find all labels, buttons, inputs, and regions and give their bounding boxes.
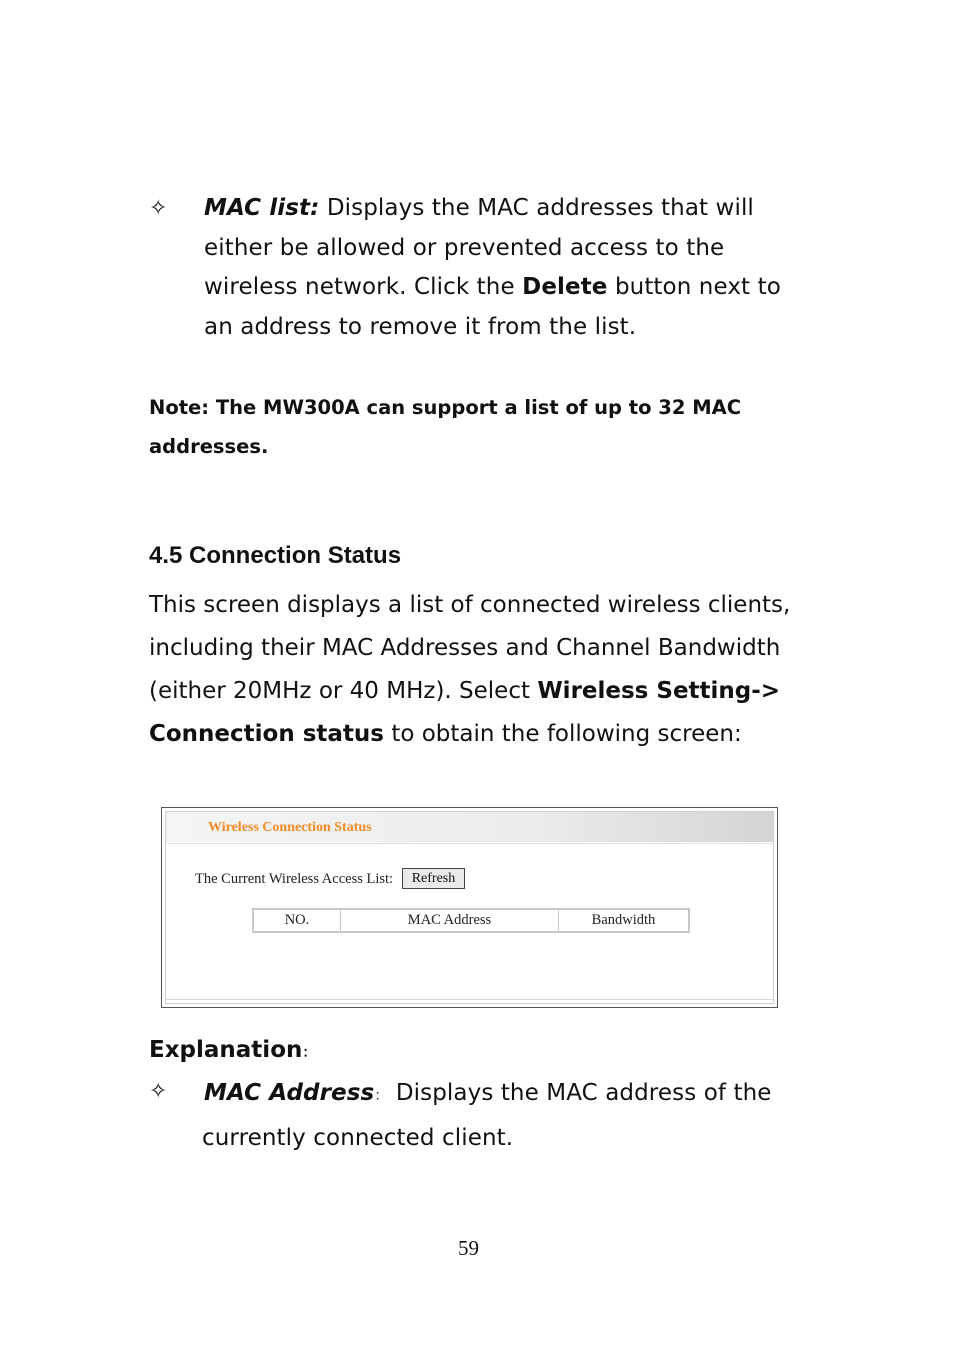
clients-table — [252, 908, 690, 933]
mac-list-line4: an address to remove it from the list. — [204, 313, 637, 340]
column-header-mac-address: MAC Address — [341, 910, 559, 931]
column-header-no: NO. — [254, 910, 341, 931]
mac-list-term: MAC list: — [204, 195, 320, 221]
delete-term: Delete — [522, 274, 608, 300]
section-line3-pre: (either 20MHz or 40 MHz). Select — [149, 678, 530, 704]
section-line1: This screen displays a list of connected wireless clients, — [149, 592, 791, 618]
mac-list-line2: either be allowed or prevented access to the — [204, 234, 725, 261]
connection-status-term: Connection status — [149, 721, 384, 747]
section-heading: 4.5 Connection Status — [149, 542, 402, 569]
note-block — [149, 388, 849, 466]
screenshot-header-bar — [166, 812, 773, 842]
explanation-heading — [149, 1037, 316, 1063]
mac-list-line3-pre: wireless network. Click the — [204, 274, 515, 300]
footer-divider — [166, 999, 773, 1000]
mac-list-line3-post: button next to — [614, 274, 781, 300]
page-number: 59 — [458, 1236, 479, 1260]
mac-list-line1: Displays the MAC addresses that will — [326, 195, 754, 221]
mac-address-line1: Displays the MAC address of the — [395, 1080, 772, 1106]
column-header-bandwidth: Bandwidth — [591, 912, 656, 928]
note-line1: Note: The MW300A can support a list of up to 32 MAC — [149, 396, 742, 419]
refresh-button[interactable]: Refresh — [402, 868, 465, 889]
access-list-label: The Current Wireless Access List: — [195, 871, 394, 887]
wireless-setting-term: Wireless Setting-> — [537, 678, 781, 704]
section-line2: including their MAC Addresses and Channel Bandwidth — [149, 635, 781, 661]
bullet-diamond-icon: ✧ — [149, 196, 168, 221]
explanation-heading-text: Explanation — [149, 1037, 303, 1063]
section-paragraph — [149, 584, 849, 756]
section-line4-post: to obtain the following screen: — [391, 721, 742, 747]
screenshot-panel — [165, 811, 774, 1004]
mac-list-paragraph — [204, 189, 844, 347]
explanation-colon: ： — [302, 1045, 317, 1061]
connection-status-screenshot — [161, 807, 778, 1008]
mac-address-line2: currently connected client. — [202, 1125, 514, 1151]
table-header-row — [254, 910, 688, 931]
mac-address-term: MAC Address — [204, 1080, 375, 1106]
bullet-diamond-icon: ✧ — [149, 1079, 168, 1104]
screenshot-title: Wireless Connection Status — [208, 820, 372, 835]
header-divider — [166, 843, 773, 844]
mac-address-colon: ： — [374, 1088, 389, 1104]
mac-address-paragraph — [204, 1072, 844, 1159]
note-line2: addresses. — [149, 435, 269, 458]
